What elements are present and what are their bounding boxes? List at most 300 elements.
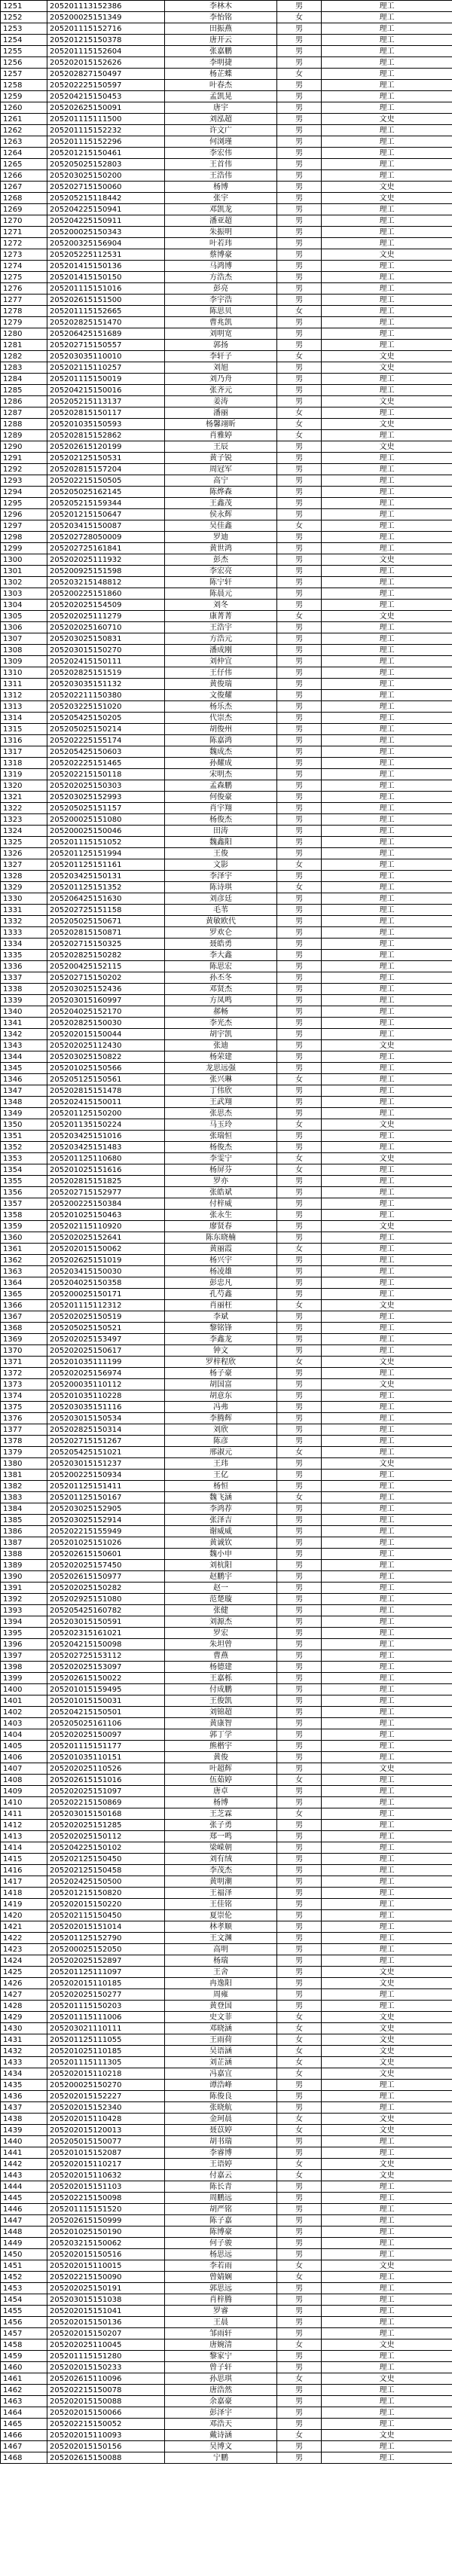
row-number: 1364 [1,1277,47,1289]
track-cell: 文史 [322,1119,452,1131]
student-name-cell: 张瑞恒 [165,1131,277,1142]
track-cell: 文史 [322,2046,452,2057]
table-row [1,1707,452,1718]
gender-cell: 男 [277,1458,322,1470]
student-id-cell: 205202015150044 [47,1029,165,1040]
student-name-cell: 张嘉鹏 [165,46,277,57]
student-id-cell: 205202025157450 [47,1560,165,1571]
student-id-cell: 205202015110015 [47,2260,165,2272]
table-row [1,1277,452,1289]
student-name-cell: 方浩元 [165,633,277,645]
row-number: 1265 [1,159,47,170]
student-id-cell: 205203015151237 [47,1458,165,1470]
track-cell: 理工 [322,1085,452,1097]
track-cell: 理工 [322,2362,452,2373]
track-cell: 文史 [322,396,452,407]
row-number: 1267 [1,182,47,193]
student-name-cell: 王福泽 [165,1888,277,1899]
track-cell: 理工 [322,125,452,136]
track-cell: 文史 [322,1379,452,1390]
gender-cell: 男 [277,1323,322,1334]
student-name-cell: 李腾辉 [165,1413,277,1424]
row-number: 1374 [1,1390,47,1402]
row-number: 1335 [1,950,47,961]
student-name-cell: 陈晨元 [165,588,277,600]
row-number: 1440 [1,2136,47,2147]
student-name-cell: 王芝霖 [165,1808,277,1820]
table-row [1,1176,452,1187]
row-number: 1407 [1,1763,47,1775]
table-row [1,1142,452,1153]
track-cell: 理工 [322,2272,452,2283]
gender-cell: 男 [277,1560,322,1571]
track-cell: 理工 [322,1029,452,1040]
row-number: 1415 [1,1854,47,1865]
row-number: 1366 [1,1300,47,1311]
student-name-cell: 唐婉清 [165,2339,277,2351]
student-id-cell: 205201125151161 [47,859,165,871]
row-number: 1443 [1,2170,47,2181]
gender-cell: 男 [277,1402,322,1413]
track-cell: 理工 [322,803,452,814]
gender-cell: 男 [277,939,322,950]
track-cell: 文史 [322,1153,452,1164]
table-row [1,1628,452,1639]
row-number: 1369 [1,1334,47,1345]
row-number: 1298 [1,532,47,543]
track-cell: 理工 [322,1436,452,1447]
student-name-cell: 杨博 [165,182,277,193]
student-id-cell: 205201125111097 [47,1967,165,1978]
student-id-cell: 205200325156904 [47,238,165,249]
track-cell: 理工 [322,1741,452,1752]
student-name-cell: 王语婷 [165,2159,277,2170]
track-cell: 理工 [322,374,452,385]
track-cell: 理工 [322,1933,452,1944]
row-number: 1286 [1,396,47,407]
row-number: 1429 [1,2012,47,2023]
track-cell: 理工 [322,520,452,532]
student-name-cell: 王俊 [165,848,277,859]
student-id-cell: 205204225150941 [47,204,165,215]
row-number: 1343 [1,1040,47,1051]
gender-cell: 男 [277,1210,322,1221]
gender-cell: 女 [277,1074,322,1085]
row-number: 1451 [1,2260,47,2272]
table-row [1,1921,452,1933]
track-cell: 理工 [322,2091,452,2102]
table-row [1,2362,452,2373]
table-row [1,520,452,532]
row-number: 1462 [1,2385,47,2396]
student-name-cell: 王俊凯 [165,1695,277,1707]
student-id-cell: 205202015151014 [47,1921,165,1933]
track-cell: 理工 [322,972,452,984]
student-id-cell: 205203025150831 [47,633,165,645]
student-id-cell: 205201125150200 [47,1108,165,1119]
row-number: 1348 [1,1097,47,1108]
track-cell: 理工 [322,780,452,792]
track-cell: 理工 [322,1187,452,1198]
gender-cell: 男 [277,1978,322,1989]
student-id-cell: 205205215118442 [47,193,165,204]
row-number: 1334 [1,939,47,950]
student-id-cell: 205202025160710 [47,622,165,633]
student-id-cell: 205202025110045 [47,2339,165,2351]
row-number: 1454 [1,2294,47,2306]
track-cell: 理工 [322,1368,452,1379]
row-number: 1463 [1,2396,47,2407]
track-cell: 理工 [322,136,452,148]
table-row [1,2080,452,2091]
row-number: 1253 [1,23,47,35]
student-id-cell: 205202025150112 [47,1831,165,1842]
student-id-cell: 205202025153097 [47,1662,165,1673]
table-row [1,939,452,950]
row-number: 1360 [1,1232,47,1244]
student-id-cell: 205202025150097 [47,1729,165,1741]
gender-cell: 男 [277,1628,322,1639]
student-id-cell: 205205215113137 [47,396,165,407]
table-row [1,679,452,690]
gender-cell: 女 [277,2057,322,2068]
row-number: 1272 [1,238,47,249]
row-number: 1367 [1,1311,47,1323]
table-row [1,1695,452,1707]
student-name-cell: 何子骏 [165,2238,277,2249]
row-number: 1442 [1,2159,47,2170]
student-name-cell: 罗迪 [165,532,277,543]
track-cell: 理工 [322,227,452,238]
student-id-cell: 205202625150091 [47,102,165,114]
table-row [1,385,452,396]
track-cell: 理工 [322,204,452,215]
track-cell: 文史 [322,114,452,125]
row-number: 1444 [1,2181,47,2193]
track-cell: 理工 [322,1334,452,1345]
gender-cell: 男 [277,1583,322,1594]
student-name-cell: 王仔伟 [165,667,277,679]
track-cell: 理工 [322,1989,452,2001]
row-number: 1409 [1,1786,47,1797]
table-row [1,1933,452,1944]
student-id-cell: 205201125151352 [47,882,165,893]
track-cell: 理工 [322,746,452,758]
track-cell: 理工 [322,2147,452,2159]
track-cell: 理工 [322,91,452,102]
gender-cell: 男 [277,961,322,972]
gender-cell: 女 [277,520,322,532]
track-cell: 理工 [322,1266,452,1277]
gender-cell: 男 [277,340,322,351]
table-row [1,1119,452,1131]
track-cell: 理工 [322,57,452,69]
track-cell: 理工 [322,1097,452,1108]
gender-cell: 男 [277,1910,322,1921]
row-number: 1260 [1,102,47,114]
row-number: 1319 [1,769,47,780]
student-name-cell: 魏鑫阳 [165,837,277,848]
table-row [1,1029,452,1040]
student-name-cell: 张晓航 [165,2102,277,2114]
table-row [1,554,452,566]
row-number: 1435 [1,2080,47,2091]
table-row [1,1379,452,1390]
table-row [1,2114,452,2125]
gender-cell: 男 [277,690,322,701]
student-id-cell: 205202115150450 [47,1910,165,1921]
student-name-cell: 杨乐杰 [165,701,277,713]
student-name-cell: 付嘉云 [165,2170,277,2181]
student-name-cell: 胡意东 [165,1390,277,1402]
student-id-cell: 205201113152386 [47,1,165,12]
student-name-cell: 郭丁学 [165,1729,277,1741]
table-row [1,2419,452,2430]
row-number: 1358 [1,1210,47,1221]
student-id-cell: 205202815151478 [47,1085,165,1097]
table-row [1,1097,452,1108]
table-row [1,1741,452,1752]
gender-cell: 女 [277,2125,322,2136]
gender-cell: 男 [277,543,322,554]
gender-cell: 男 [277,972,322,984]
row-number: 1354 [1,1164,47,1176]
student-id-cell: 205202015150156 [47,2441,165,2452]
table-row [1,769,452,780]
student-name-cell: 刘芷涵 [165,2057,277,2068]
student-name-cell: 姜涛 [165,396,277,407]
table-row [1,995,452,1006]
student-id-cell: 205201115152716 [47,23,165,35]
table-row [1,1967,452,1978]
table-row [1,735,452,746]
gender-cell: 男 [277,2306,322,2317]
gender-cell: 男 [277,1967,322,1978]
student-id-cell: 205201115111500 [47,114,165,125]
student-name-cell: 陈彦 [165,1436,277,1447]
table-row [1,532,452,543]
table-row [1,170,452,182]
row-number: 1406 [1,1752,47,1763]
table-row [1,2227,452,2238]
track-cell: 理工 [322,1074,452,1085]
student-name-cell: 叶若玮 [165,238,277,249]
student-name-cell: 王亿 [165,1470,277,1481]
track-cell: 理工 [322,893,452,905]
track-cell: 理工 [322,1571,452,1583]
student-name-cell: 刘有绒 [165,1854,277,1865]
row-number: 1377 [1,1424,47,1436]
gender-cell: 女 [277,2046,322,2057]
gender-cell: 女 [277,1244,322,1255]
row-number: 1271 [1,227,47,238]
track-cell: 理工 [322,713,452,724]
student-id-cell: 205202115110920 [47,1221,165,1232]
gender-cell: 男 [277,441,322,453]
gender-cell: 男 [277,1018,322,1029]
student-id-cell: 205201125152790 [47,1933,165,1944]
student-id-cell: 205201025150566 [47,1063,165,1074]
student-name-cell: 文影 [165,859,277,871]
student-name-cell: 潘成刚 [165,645,277,656]
student-name-cell: 彭亮 [165,283,277,295]
gender-cell: 男 [277,2328,322,2339]
track-cell: 理工 [322,498,452,509]
student-id-cell: 205202015110185 [47,1978,165,1989]
student-id-cell: 205203035110010 [47,351,165,362]
student-id-cell: 205202615150999 [47,2215,165,2227]
track-cell: 理工 [322,826,452,837]
student-name-cell: 谭浩峰 [165,2080,277,2091]
student-name-cell: 杨屏芬 [165,1164,277,1176]
gender-cell: 男 [277,1277,322,1289]
track-cell: 文史 [322,2034,452,2046]
gender-cell: 女 [277,12,322,23]
student-id-cell: 205203425150131 [47,871,165,882]
gender-cell: 男 [277,1537,322,1549]
row-number: 1422 [1,1933,47,1944]
student-name-cell: 李林木 [165,1,277,12]
table-row [1,475,452,487]
track-cell: 理工 [322,430,452,441]
table-row [1,656,452,667]
student-name-cell: 金珂晨 [165,2114,277,2125]
gender-cell: 男 [277,984,322,995]
student-name-cell: 曾婧娴 [165,2272,277,2283]
student-id-cell: 205204025152170 [47,1006,165,1018]
student-name-cell: 刘锦超 [165,1707,277,1718]
row-number: 1349 [1,1108,47,1119]
student-name-cell: 黎家宁 [165,2351,277,2362]
table-row [1,1153,452,1164]
gender-cell: 男 [277,713,322,724]
row-number: 1390 [1,1571,47,1583]
row-number: 1285 [1,385,47,396]
table-row [1,611,452,622]
table-row [1,1,452,12]
row-number: 1424 [1,1955,47,1967]
student-id-cell: 205201115150019 [47,374,165,385]
student-name-cell: 邓贤杰 [165,984,277,995]
row-number: 1361 [1,1244,47,1255]
student-id-cell: 205201115112312 [47,1300,165,1311]
track-cell: 理工 [322,159,452,170]
student-id-cell: 205202015150220 [47,1899,165,1910]
table-row [1,283,452,295]
row-number: 1467 [1,2441,47,2452]
gender-cell: 男 [277,2362,322,2373]
student-id-cell: 205203025152993 [47,792,165,803]
student-id-cell: 205200025151080 [47,814,165,826]
student-name-cell: 田涛 [165,826,277,837]
student-name-cell: 聂苡婷 [165,2125,277,2136]
track-cell: 理工 [322,1164,452,1176]
gender-cell: 男 [277,227,322,238]
row-number: 1450 [1,2249,47,2260]
track-cell: 理工 [322,1594,452,1605]
student-name-cell: 许文广 [165,125,277,136]
student-name-cell: 郝畅 [165,1006,277,1018]
student-name-cell: 潘丽 [165,407,277,419]
student-name-cell: 胡国富 [165,1379,277,1390]
row-number: 1461 [1,2373,47,2385]
track-cell: 理工 [322,1695,452,1707]
row-number: 1396 [1,1639,47,1650]
row-number: 1416 [1,1865,47,1876]
table-row [1,102,452,114]
gender-cell: 男 [277,125,322,136]
student-name-cell: 宋明杰 [165,769,277,780]
student-id-cell: 205202815151825 [47,1176,165,1187]
table-row [1,1571,452,1583]
student-name-cell: 杨荣建 [165,1051,277,1063]
student-name-cell: 刘彦廷 [165,893,277,905]
student-id-cell: 205203015160997 [47,995,165,1006]
gender-cell: 女 [277,2034,322,2046]
student-id-cell: 205202015150233 [47,2362,165,2373]
row-number: 1412 [1,1820,47,1831]
student-name-cell: 刘明宽 [165,328,277,340]
student-name-cell: 付梓威 [165,1198,277,1210]
gender-cell: 男 [277,1786,322,1797]
student-id-cell: 205205225112531 [47,249,165,261]
student-id-cell: 205202615150022 [47,1673,165,1684]
track-cell: 理工 [322,1639,452,1650]
table-row [1,1854,452,1865]
table-row [1,543,452,554]
track-cell: 理工 [322,1854,452,1865]
table-row [1,2430,452,2441]
student-name-cell: 张思杰 [165,1108,277,1119]
gender-cell: 男 [277,1673,322,1684]
table-row [1,1074,452,1085]
gender-cell: 男 [277,2204,322,2215]
row-number: 1419 [1,1899,47,1910]
table-row [1,227,452,238]
student-name-cell: 赵鹏宇 [165,1571,277,1583]
table-row [1,487,452,498]
student-id-cell: 205202215150090 [47,2272,165,2283]
gender-cell: 男 [277,272,322,283]
row-number: 1453 [1,2283,47,2294]
student-name-cell: 黄俊瑞 [165,679,277,690]
student-name-cell: 陈长青 [165,2181,277,2193]
row-number: 1397 [1,1650,47,1662]
track-cell: 理工 [322,148,452,159]
table-row [1,701,452,713]
track-cell: 理工 [322,295,452,306]
student-name-cell: 聂皓勇 [165,939,277,950]
gender-cell: 男 [277,1232,322,1244]
student-name-cell: 张永生 [165,1210,277,1221]
table-row [1,1820,452,1831]
student-id-cell: 205201025151026 [47,1537,165,1549]
row-number: 1399 [1,1673,47,1684]
student-name-cell: 侯永辉 [165,509,277,520]
student-id-cell: 205202015150207 [47,2328,165,2339]
row-number: 1456 [1,2317,47,2328]
student-name-cell: 李睿博 [165,2147,277,2159]
student-id-cell: 205202215150869 [47,1797,165,1808]
gender-cell: 女 [277,1300,322,1311]
student-id-cell: 205201125151411 [47,1481,165,1492]
track-cell: 理工 [322,1865,452,1876]
student-id-cell: 205201115152296 [47,136,165,148]
student-name-cell: 唐宇 [165,102,277,114]
track-cell: 理工 [322,1888,452,1899]
student-name-cell: 林孝顺 [165,1921,277,1933]
student-name-cell: 马玉玲 [165,1119,277,1131]
